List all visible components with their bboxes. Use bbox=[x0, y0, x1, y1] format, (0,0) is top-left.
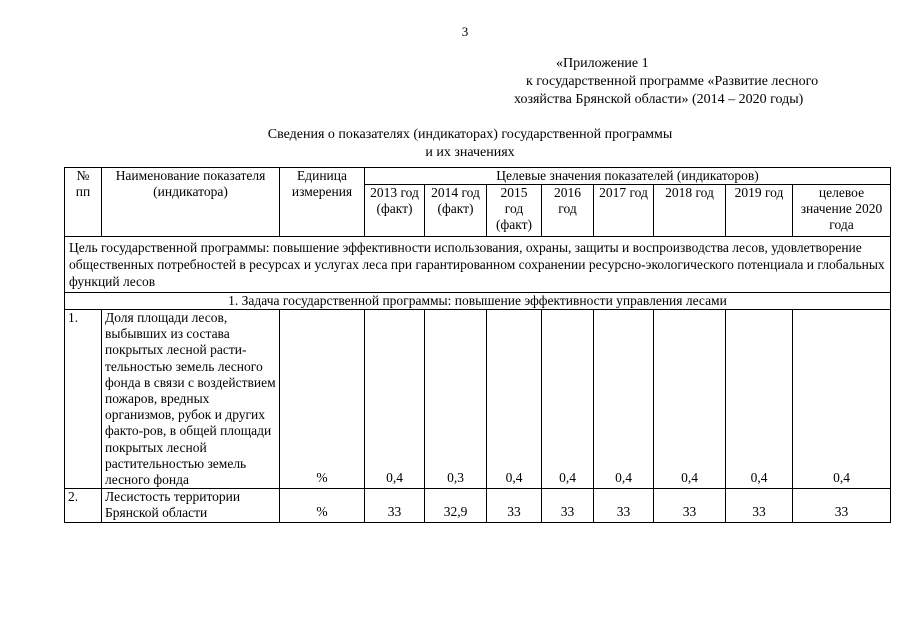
indicators-table bbox=[64, 167, 891, 523]
table-row bbox=[65, 489, 891, 522]
header-year-2016: 2016 год bbox=[542, 185, 594, 237]
value-cell: 33 bbox=[542, 489, 594, 522]
title-line-2: и их значениях bbox=[425, 145, 515, 160]
header-year-2013: 2013 год (факт) bbox=[365, 185, 425, 237]
title-line-1: Сведения о показателях (индикаторах) государственной программы bbox=[267, 127, 673, 142]
header-year-2018: 2018 год bbox=[654, 185, 726, 237]
page-number: 3 bbox=[461, 24, 469, 39]
row-num: 1. bbox=[65, 310, 102, 489]
value-cell: 0,4 bbox=[487, 310, 542, 489]
value-cell: 0,4 bbox=[365, 310, 425, 489]
indicator-name: Лесистость территории Брянской области bbox=[102, 489, 280, 522]
value-cell: 33 bbox=[793, 489, 891, 522]
header-year-2017: 2017 год bbox=[594, 185, 654, 237]
header-year-2015: 2015 год (факт) bbox=[487, 185, 542, 237]
row-num: 2. bbox=[65, 489, 102, 522]
program-goal: Цель государственной программы: повышение эффективности использования, охраны, защиты и воспроизводства лесов, удовлетворение общественных потребностей в ресурсах и услугах леса при гарантированном сохранении ресурсно-экологического потенциала и глобальных функций лесов bbox=[65, 237, 891, 293]
value-cell: 33 bbox=[654, 489, 726, 522]
value-cell: 0,4 bbox=[594, 310, 654, 489]
appendix-line-1: «Приложение 1 bbox=[556, 56, 649, 71]
indicator-unit: % bbox=[280, 310, 365, 489]
value-cell: 33 bbox=[487, 489, 542, 522]
header-name: Наименование показателя (индикатора) bbox=[102, 168, 280, 237]
indicator-name: Доля площади лесов, выбывших из состава покрытых лесной расти-тельностью земель лесного фонда в связи с воздействием пожаров, вредных организмов, рубок и других факто-ров, в общей площади покрытых лесной растительностью земель лесного фонда bbox=[102, 310, 280, 489]
value-cell: 32,9 bbox=[425, 489, 487, 522]
value-cell: 0,4 bbox=[542, 310, 594, 489]
header-unit: Единица измерения bbox=[280, 168, 365, 237]
value-cell: 33 bbox=[365, 489, 425, 522]
header-targets: Целевые значения показателей (индикаторов) bbox=[365, 168, 891, 185]
table-row bbox=[65, 310, 891, 489]
program-task: 1. Задача государственной программы: повышение эффективности управления лесами bbox=[65, 293, 891, 310]
indicator-unit: % bbox=[280, 489, 365, 522]
value-cell: 0,4 bbox=[654, 310, 726, 489]
value-cell: 0,3 bbox=[425, 310, 487, 489]
header-year-2020: целевое значение 2020 года bbox=[793, 185, 891, 237]
header-year-2019: 2019 год bbox=[726, 185, 793, 237]
value-cell: 0,4 bbox=[726, 310, 793, 489]
value-cell: 0,4 bbox=[793, 310, 891, 489]
appendix-line-2: к государственной программе «Развитие лесного bbox=[526, 74, 819, 89]
header-year-2014: 2014 год (факт) bbox=[425, 185, 487, 237]
appendix-line-3: хозяйства Брянской области» (2014 – 2020 годы) bbox=[514, 92, 804, 107]
header-num: № пп bbox=[65, 168, 102, 237]
appendix-header bbox=[490, 55, 890, 109]
value-cell: 33 bbox=[726, 489, 793, 522]
document-title bbox=[210, 126, 730, 162]
value-cell: 33 bbox=[594, 489, 654, 522]
